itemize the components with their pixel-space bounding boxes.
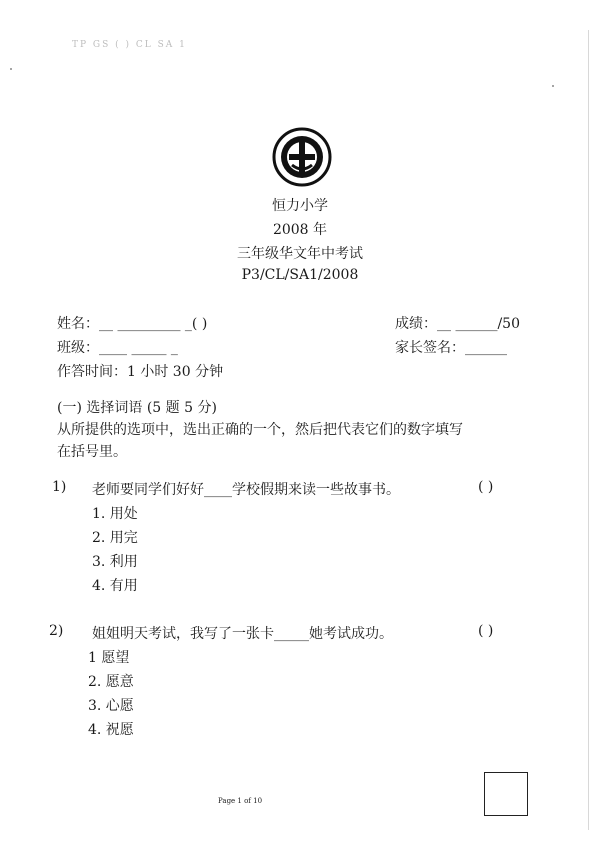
section-title: (一) 选择词语 (5 题 5 分): [57, 400, 217, 416]
question-1-option-4: 4. 有用: [92, 578, 138, 594]
faint-header: TP GS ( ) CL SA 1: [72, 40, 187, 50]
section-instruction-line1: 从所提供的选项中，选出正确的一个，然后把代表它们的数字填写: [57, 422, 463, 438]
question-1-option-2: 2. 用完: [92, 530, 138, 546]
name-label: 姓名：: [57, 316, 99, 332]
school-name: 恒力小学: [272, 198, 328, 214]
school-logo: [272, 127, 332, 187]
question-1-option-1: 1. 用处: [92, 506, 138, 522]
question-2-text: 姐姐明天考试，我写了一张卡_____她考试成功。: [92, 626, 393, 642]
score-blank: __ ______/50: [437, 316, 520, 332]
parent-signature-field: [395, 337, 507, 357]
question-1-option-3: 3. 利用: [92, 554, 138, 570]
question-2-option-4: 4. 祝愿: [88, 722, 134, 738]
question-2-option-3: 3. 心愿: [88, 698, 134, 714]
parent-blank: ______: [465, 340, 507, 356]
name-blank: __ _________ _( ): [99, 316, 208, 332]
section-instruction-line2: 在括号里。: [57, 444, 127, 460]
class-label: 班级：: [57, 340, 99, 356]
speck: [10, 68, 12, 70]
exam-title: 三年级华文年中考试: [237, 246, 363, 262]
page-number: Page 1 of 10: [218, 797, 263, 805]
parent-label: 家长签名：: [395, 340, 465, 356]
exam-year: 2008 年: [272, 222, 328, 238]
class-field: [57, 337, 178, 357]
question-2-option-1: 1 愿望: [88, 650, 130, 666]
time-allowed: 作答时间：1 小时 30 分钟: [57, 364, 224, 380]
speck: [552, 85, 554, 87]
school-emblem-icon: [272, 127, 332, 187]
question-1-number: 1): [52, 479, 67, 495]
score-field: [395, 313, 520, 333]
class-blank: ____ _____ _: [99, 340, 178, 356]
question-2-number: 2): [49, 623, 64, 639]
exam-code: P3/CL/SA1/2008: [241, 267, 359, 283]
score-label: 成绩：: [395, 316, 437, 332]
question-2-option-2: 2. 愿意: [88, 674, 134, 690]
question-1-text: 老师要同学们好好____学校假期来读一些故事书。: [92, 482, 400, 498]
margin-rule: [588, 30, 589, 830]
question-1-answer-bracket[interactable]: ( ): [478, 479, 494, 495]
question-2-answer-bracket[interactable]: ( ): [478, 623, 494, 639]
score-box: [484, 772, 528, 816]
name-field: [57, 313, 207, 333]
